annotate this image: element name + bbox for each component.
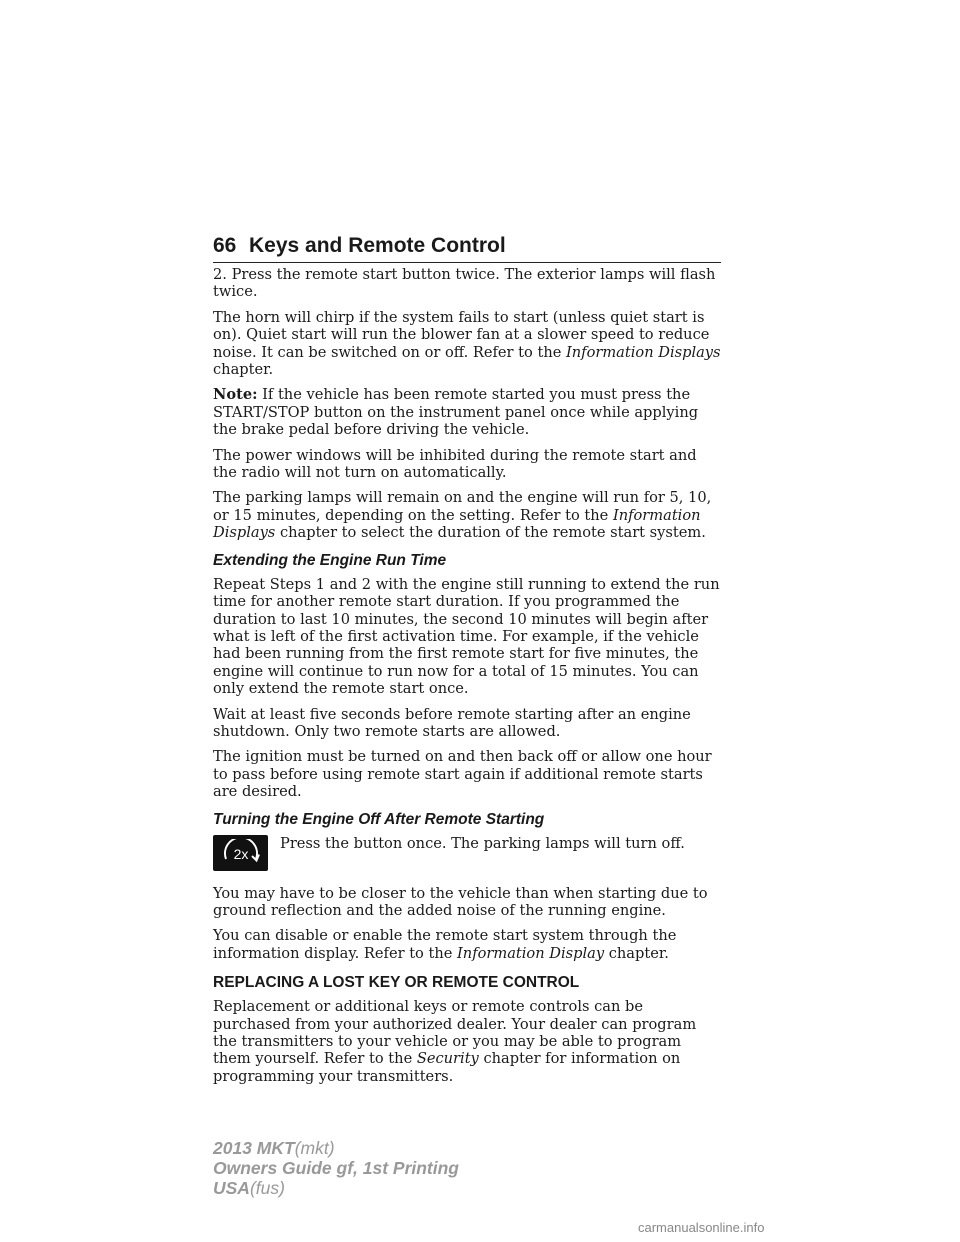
- replacement-keys-paragraph: Replacement or additional keys or remote controls can be purchased from your authorized dealer. Your dealer can program the transmitters to your vehicle or you may be able to program them yourself. Refer to the Security chapter for information on programming your transmitters.: [213, 998, 697, 1085]
- chapter-reference: Information Display: [457, 944, 605, 962]
- chapter-reference: Information Displays: [213, 506, 701, 542]
- disable-enable-paragraph: You can disable or enable the remote start system through the information display. Refer to the Information Display chapter.: [213, 927, 677, 962]
- extend-run-time-paragraph: Repeat Steps 1 and 2 with the engine still running to extend the run time for another remote start duration. If you programmed the duration to last 10 minutes, the second 10 minutes will begin after what is left of the first activation time. For example, if the vehicle had been running from the first remote start for five minutes, the engine will continue to run now for a total of 15 minutes. You can only extend the remote start once.: [213, 575, 720, 698]
- parking-lamps-paragraph: The parking lamps will remain on and the engine will run for 5, 10, or 15 minutes, depending on the setting. Refer to the Information Displays chapter to select the duration of the remote start system.: [213, 489, 712, 542]
- page-footer: [213, 1138, 459, 1198]
- press-once-paragraph: Press the button once. The parking lamps will turn off.: [280, 834, 685, 852]
- step-2-paragraph: 2. Press the remote start button twice. The exterior lamps will flash twice.: [213, 266, 716, 301]
- chapter-reference: Security: [416, 1050, 479, 1068]
- remote-start-instruction: [213, 835, 723, 871]
- chapter-title: Keys and Remote Control: [249, 234, 506, 257]
- footer-guide-line: Owners Guide gf, 1st Printing: [213, 1158, 459, 1178]
- ignition-paragraph: The ignition must be turned on and then back off or allow one hour to pass before using remote start again if additional remote starts are desired.: [213, 748, 712, 801]
- ground-reflection-paragraph: You may have to be closer to the vehicle than when starting due to ground reflection and the added noise of the running engine.: [213, 884, 708, 919]
- chapter-reference: Information Displays: [566, 343, 721, 361]
- note-label: Note:: [213, 386, 258, 404]
- power-windows-paragraph: The power windows will be inhibited during the remote start and the radio will not turn on automatically.: [213, 446, 697, 482]
- footer-model-line: 2013 MKT(mkt): [213, 1138, 335, 1158]
- page-header: [213, 232, 721, 263]
- remote-start-2x-icon: [213, 835, 268, 871]
- footer-market-line: USA(fus): [213, 1178, 285, 1198]
- remote-start-arrow-icon: [220, 839, 262, 867]
- page-number: 66: [213, 234, 237, 257]
- wait-paragraph: Wait at least five seconds before remote starting after an engine shutdown. Only two remote starts are allowed.: [213, 705, 691, 740]
- icon-label: 2x: [233, 845, 248, 862]
- section-heading-extending: Extending the Engine Run Time: [213, 551, 447, 569]
- page-content: [213, 266, 723, 1093]
- note-paragraph: Note: If the vehicle has been remote started you must press the START/STOP button on the instrument panel once while applying the brake pedal before driving the vehicle.: [213, 386, 699, 439]
- section-heading-replacing: REPLACING A LOST KEY OR REMOTE CONTROL: [213, 974, 580, 992]
- horn-chirp-paragraph: The horn will chirp if the system fails to start (unless quiet start is on). Quiet start will run the blower fan at a slower speed to reduce noise. It can be switched on or off. Refer to the Information Displays chapter.: [213, 308, 721, 379]
- section-heading-turning-off: Turning the Engine Off After Remote Starting: [213, 810, 545, 828]
- watermark-text: carmanualsonline.info: [638, 1220, 765, 1235]
